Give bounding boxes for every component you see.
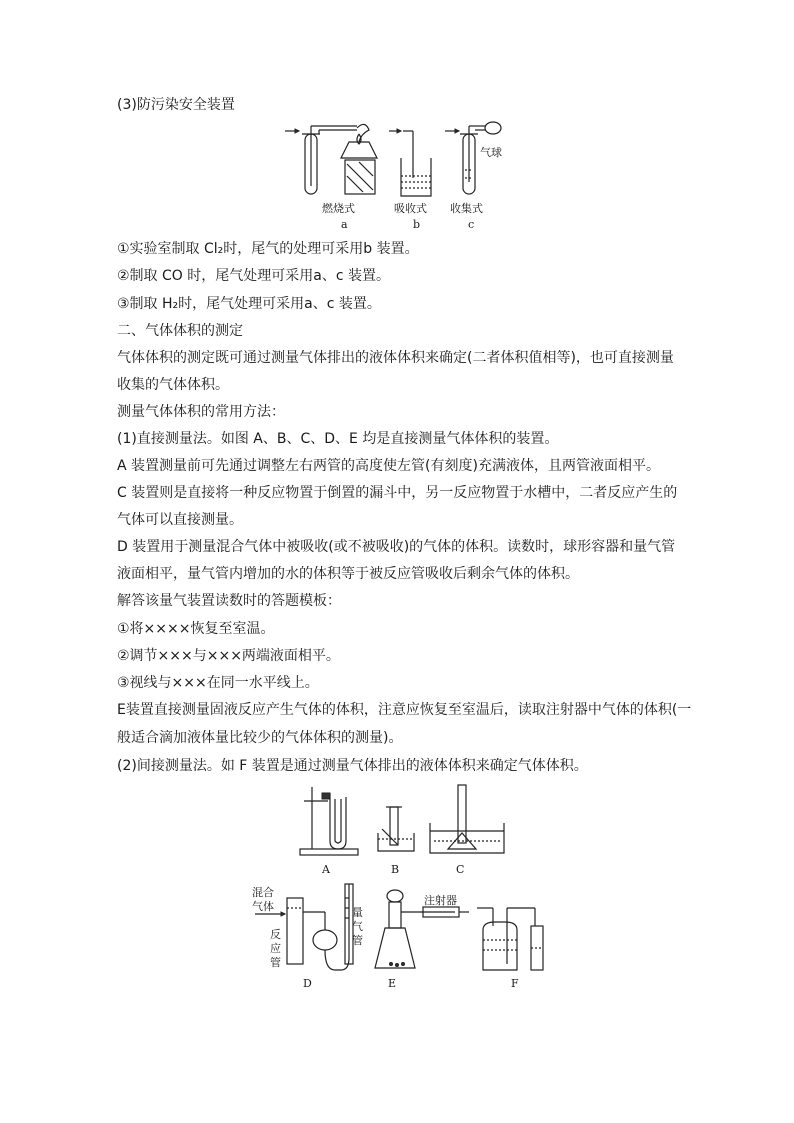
para-a: A 装置测量前可先通过调整左右两管的高度使左管(有刻度)充满液体，且两管液面相平。 bbox=[117, 458, 660, 474]
gas-volume-figure-top bbox=[298, 783, 518, 863]
heading-anti-pollution: (3)防污染安全装置 bbox=[117, 97, 235, 113]
para-e-line-2: 般适合滴加液体量比较少的气体体积的测量)。 bbox=[117, 730, 403, 746]
reaction-tube-label-1: 反 bbox=[270, 928, 281, 941]
label-C: C bbox=[456, 863, 465, 876]
device-b-absorption bbox=[389, 129, 431, 196]
label-b: b bbox=[413, 218, 421, 231]
mixed-gas-label-1: 混合 bbox=[252, 886, 274, 899]
para-c-line-1: C 装置则是直接将一种反应物置于倒置的漏斗中，另一反应物置于水槽中，二者反应产生的 bbox=[117, 485, 678, 501]
template-item-3: ③视线与×××在同一水平线上。 bbox=[117, 675, 319, 691]
device-a-combustion bbox=[285, 124, 377, 194]
caption-collection: 收集式 bbox=[450, 202, 483, 215]
reaction-tube-label-2: 应 bbox=[270, 942, 281, 955]
item-h2: ③制取 H₂时，尾气处理可采用a、c 装置。 bbox=[117, 296, 381, 312]
template-title: 解答该量气装置读数时的答题模板： bbox=[117, 593, 341, 609]
gas-ball-label: 气球 bbox=[480, 146, 502, 159]
item-cl2: ①实验室制取 Cl₂时，尾气的处理可采用b 装置。 bbox=[117, 241, 419, 257]
caption-combustion: 燃烧式 bbox=[322, 202, 355, 215]
indirect-method: (2)间接测量法。如 F 装置是通过测量气体排出的液体体积来确定气体体积。 bbox=[117, 758, 588, 774]
direct-method: (1)直接测量法。如图 A、B、C、D、E 均是直接测量气体体积的装置。 bbox=[117, 431, 559, 447]
mixed-gas-label-2: 气体 bbox=[252, 900, 274, 913]
label-A: A bbox=[322, 863, 330, 876]
label-a: a bbox=[341, 218, 348, 231]
apparatus-a bbox=[300, 787, 358, 855]
gas-burette-label-3: 管 bbox=[352, 934, 363, 947]
apparatus-b bbox=[378, 807, 414, 851]
label-c: c bbox=[468, 218, 475, 231]
label-F: F bbox=[511, 977, 519, 990]
template-item-1: ①将××××恢复至室温。 bbox=[117, 621, 275, 637]
gas-burette-label-2: 气 bbox=[352, 920, 363, 933]
caption-absorption: 吸收式 bbox=[394, 202, 427, 215]
gas-burette-label-1: 量 bbox=[352, 906, 363, 919]
common-methods: 测量气体体积的常用方法： bbox=[117, 404, 285, 420]
gas-volume-figure-bottom bbox=[255, 878, 575, 978]
para-e-line-1: E装置直接测量固液反应产生气体的体积，注意应恢复至室温后，读取注射器中气体的体积(一 bbox=[117, 702, 692, 718]
item-co: ②制取 CO 时，尾气处理可采用a、c 装置。 bbox=[117, 268, 390, 284]
section2-title: 二、气体体积的测定 bbox=[117, 323, 243, 339]
reaction-tube-label-3: 管 bbox=[270, 956, 281, 969]
para-d-line-2: 液面相平，量气管内增加的水的体积等于被反应管吸收后剩余气体的体积。 bbox=[117, 566, 579, 582]
template-item-2: ②调节×××与×××两端液面相平。 bbox=[117, 648, 340, 664]
label-E: E bbox=[388, 977, 397, 990]
para-c-line-2: 气体可以直接测量。 bbox=[117, 512, 243, 528]
intro-line-2: 收集的气体体积。 bbox=[117, 377, 229, 393]
apparatus-c bbox=[430, 785, 504, 853]
intro-line-1: 气体体积的测定既可通过测量气体排出的液体体积来确定(二者体积值相等)，也可直接测量 bbox=[117, 350, 674, 366]
syringe-label: 注射器 bbox=[424, 894, 457, 907]
label-B: B bbox=[391, 863, 400, 876]
label-D: D bbox=[303, 977, 312, 990]
para-d-line-1: D 装置用于测量混合气体中被吸收(或不被吸收)的气体的体积。读数时，球形容器和量气管 bbox=[117, 539, 676, 555]
apparatus-f bbox=[477, 908, 543, 970]
